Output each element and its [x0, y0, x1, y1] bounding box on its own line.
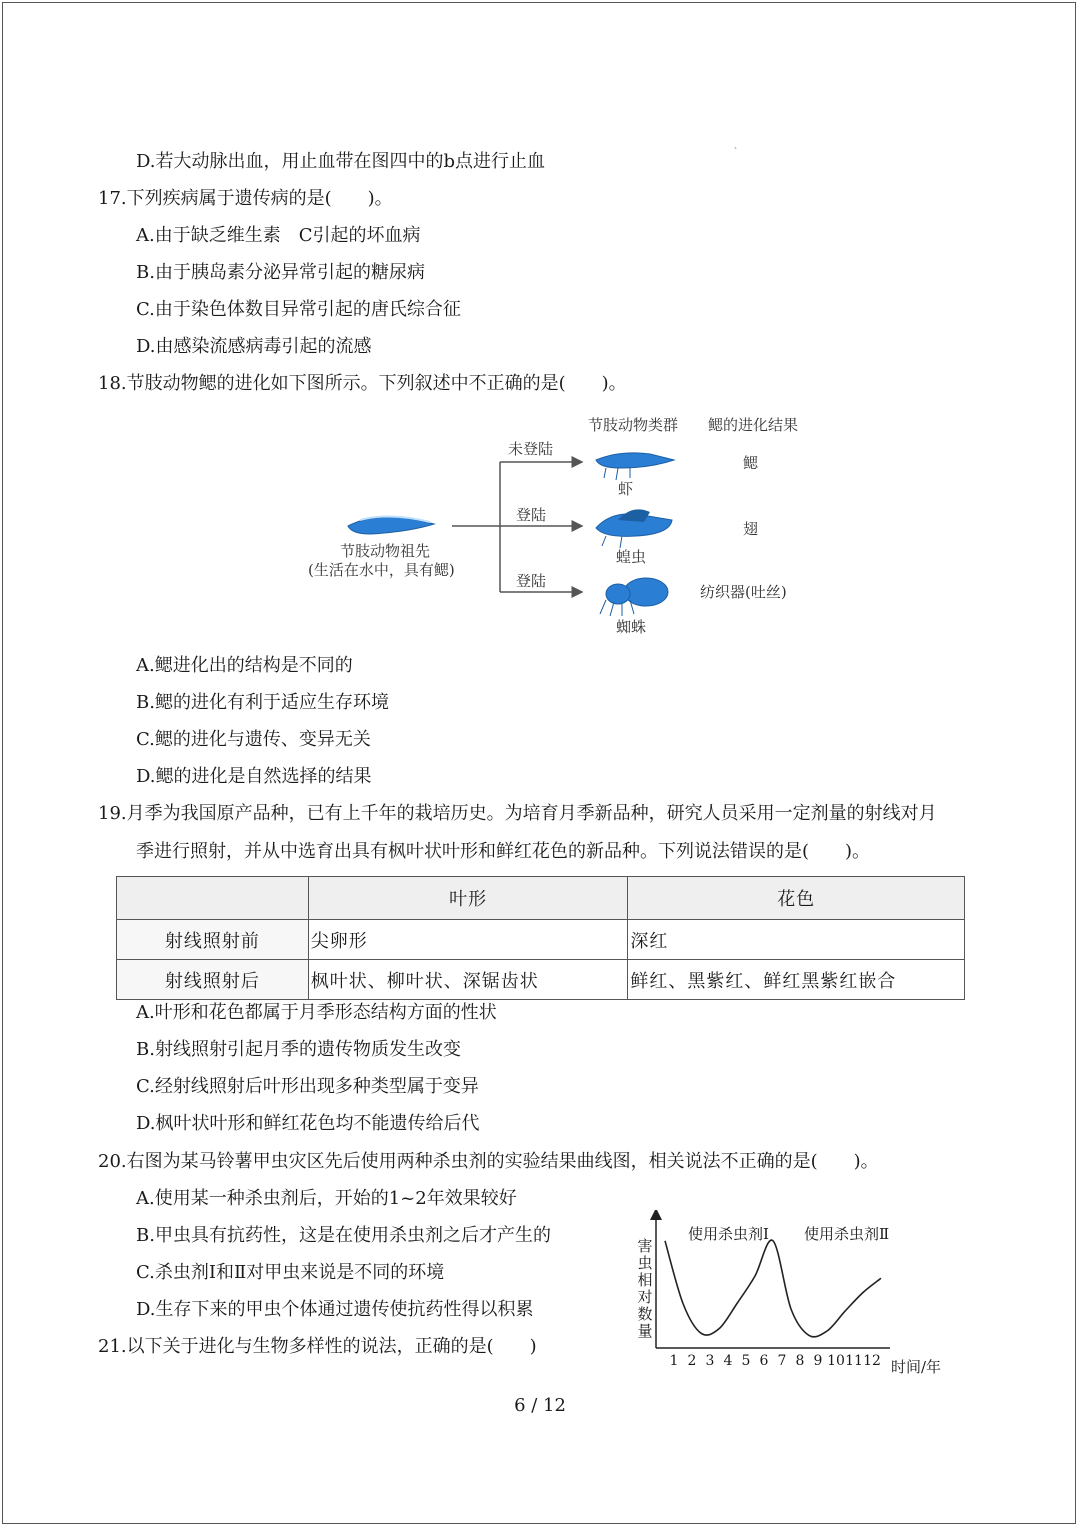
diagram-graphics	[300, 408, 820, 646]
evolution-diagram	[300, 408, 820, 646]
q19-option-c: C.经射线照射后叶形出现多种类型属于变异	[136, 1076, 479, 1097]
x-tick-label: 7	[777, 1353, 787, 1369]
x-tick-label: 9	[813, 1353, 823, 1369]
q19-stem-line2: 季进行照射，并从中选育出具有枫叶状叶形和鲜红花色的新品种。下列说法错误的是( )。	[136, 841, 871, 862]
x-tick-label: 8	[795, 1353, 805, 1369]
x-tick-label: 4	[723, 1353, 733, 1369]
branch-label-shrimp: 未登陆	[508, 440, 554, 458]
pest-chart	[628, 1210, 946, 1382]
y-axis-label: 害虫相对数量	[637, 1237, 653, 1340]
q18-option-c: C.鳃的进化与遗传、变异无关	[136, 729, 371, 750]
animal-spider: 蜘蛛	[616, 618, 647, 636]
q17-option-b: B.由于胰岛素分泌异常引起的糖尿病	[136, 262, 425, 283]
ancestor-label: 节肢动物祖先	[340, 542, 431, 560]
annotation-insecticide-2: 使用杀虫剂Ⅱ	[804, 1225, 890, 1243]
table-cell: 射线照射前	[117, 920, 309, 960]
q20-option-a: A.使用某一种杀虫剂后，开始的1~2年效果较好	[136, 1188, 517, 1209]
col-result-label: 鳃的进化结果	[708, 416, 799, 434]
table-header-cell: 叶形	[308, 877, 628, 920]
x-axis-label: 时间/年	[891, 1358, 942, 1376]
q17-option-a: A.由于缺乏维生素 C引起的坏血病	[136, 225, 421, 246]
q17-option-d: D.由感染流感病毒引起的流感	[136, 336, 372, 357]
x-tick-label: 3	[705, 1353, 715, 1369]
q18-option-a: A.鳃进化出的结构是不同的	[136, 655, 353, 676]
table-cell: 深红	[628, 920, 965, 960]
x-tick-label: 10	[827, 1353, 845, 1369]
result-spider: 纺织器(吐丝)	[700, 583, 787, 601]
table-cell: 枫叶状、柳叶状、深锯齿状	[308, 960, 628, 1000]
col-group-label: 节肢动物类群	[588, 416, 679, 434]
locust-icon	[596, 509, 672, 548]
q16-option-d: D.若大动脉出血，用止血带在图四中的b点进行止血	[136, 151, 546, 172]
q19-stem-line1: 19.月季为我国原产品种，已有上千年的栽培历史。为培育月季新品种，研究人员采用一定剂量的射线对月	[98, 803, 937, 824]
q19-option-b: B.射线照射引起月季的遗传物质发生改变	[136, 1039, 461, 1060]
x-tick-label: 2	[687, 1353, 697, 1369]
q20-option-d: D.生存下来的甲虫个体通过遗传使抗药性得以积累	[136, 1299, 534, 1320]
animal-shrimp: 虾	[618, 480, 634, 498]
x-tick-label: 1	[669, 1353, 679, 1369]
table-cell: 尖卵形	[308, 920, 628, 960]
x-tick-label: 6	[759, 1353, 769, 1369]
table-cell: 鲜红、黑紫红、鲜红黑紫红嵌合	[628, 960, 965, 1000]
table-cell: 射线照射后	[117, 960, 309, 1000]
q18-stem: 18.节肢动物鳃的进化如下图所示。下列叙述中不正确的是( )。	[98, 373, 627, 394]
shrimp-icon	[596, 453, 674, 480]
x-tick-label: 5	[741, 1353, 751, 1369]
animal-locust: 蝗虫	[616, 548, 647, 566]
table-header-cell	[117, 877, 309, 920]
annotation-insecticide-1: 使用杀虫剂Ⅰ	[688, 1225, 769, 1243]
table-header-cell: 花色	[628, 877, 965, 920]
q21-stem: 21.以下关于进化与生物多样性的说法，正确的是( )	[98, 1336, 537, 1357]
result-locust: 翅	[743, 520, 759, 538]
table-row	[117, 960, 965, 1000]
q20-stem: 20.右图为某马铃薯甲虫灾区先后使用两种杀虫剂的实验结果曲线图，相关说法不正确的是( )。	[98, 1151, 879, 1172]
table-row	[117, 920, 965, 960]
ancestor-note: (生活在水中，具有鳃)	[308, 561, 455, 579]
q20-option-b: B.甲虫具有抗药性，这是在使用杀虫剂之后才产生的	[136, 1225, 551, 1246]
x-tick-label: 12	[863, 1353, 881, 1369]
q20-option-c: C.杀虫剂Ⅰ和Ⅱ对甲虫来说是不同的环境	[136, 1262, 445, 1283]
x-tick-label: 11	[845, 1353, 863, 1369]
q18-option-d: D.鳃的进化是自然选择的结果	[136, 766, 372, 787]
result-shrimp: 鳃	[743, 454, 759, 472]
q17-stem: 17.下列疾病属于遗传病的是( )。	[98, 188, 393, 209]
branch-label-spider: 登陆	[516, 572, 547, 590]
spider-icon	[600, 578, 668, 616]
mutation-table	[116, 876, 965, 1000]
scan-speck: 、	[734, 141, 742, 150]
q19-option-d: D.枫叶状叶形和鲜红花色均不能遗传给后代	[136, 1113, 480, 1134]
table-header-row	[117, 877, 965, 920]
pest-count-line	[665, 1240, 881, 1337]
ancestor-creature-icon	[348, 516, 434, 534]
q18-option-b: B.鳃的进化有利于适应生存环境	[136, 692, 389, 713]
branch-label-locust: 登陆	[516, 506, 547, 524]
page-number: 6 / 12	[514, 1395, 566, 1416]
q19-option-a: A.叶形和花色都属于月季形态结构方面的性状	[136, 1002, 497, 1023]
q17-option-c: C.由于染色体数目异常引起的唐氏综合征	[136, 299, 461, 320]
